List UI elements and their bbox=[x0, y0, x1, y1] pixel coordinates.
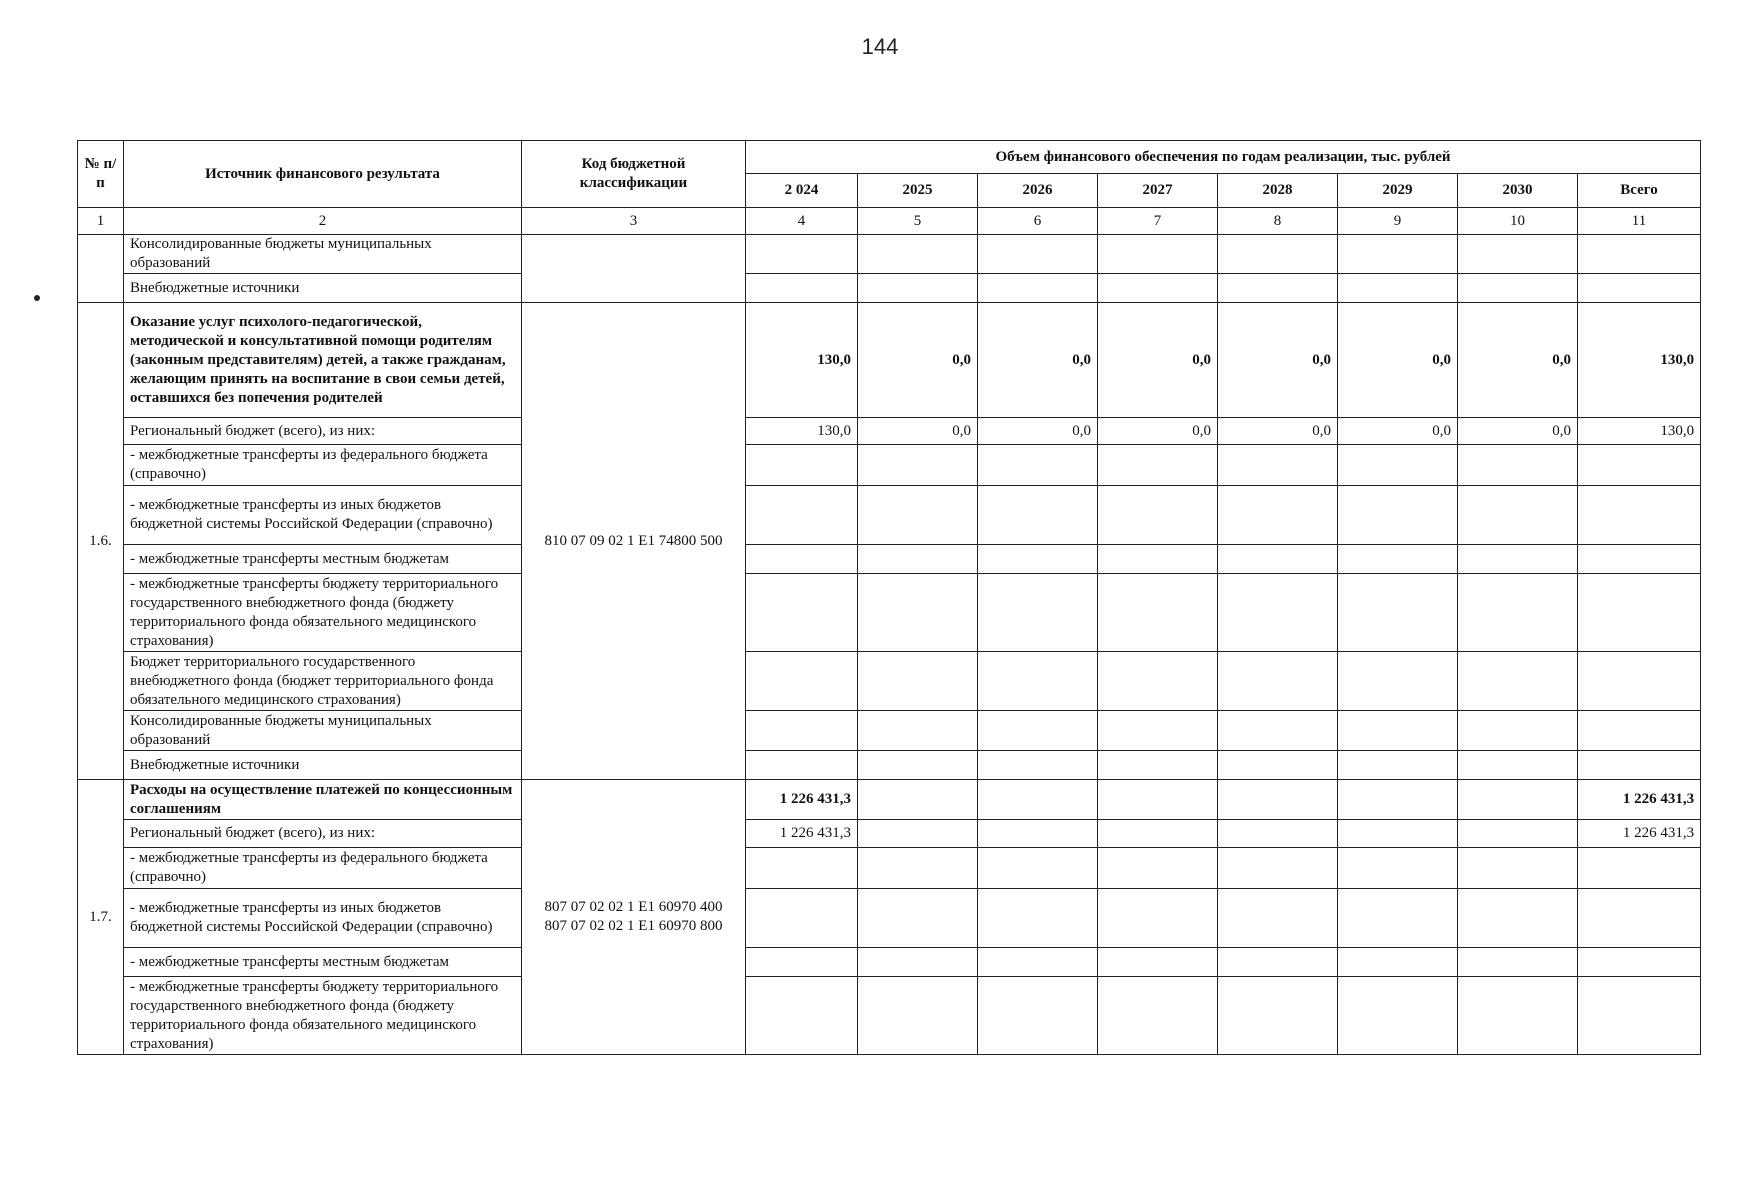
value-cell bbox=[1578, 545, 1701, 574]
value-cell bbox=[1578, 948, 1701, 977]
value-cell bbox=[1218, 948, 1338, 977]
budget-code-line: 807 07 02 02 1 Е1 60970 400 bbox=[544, 899, 723, 915]
source-cell: Внебюджетные источники bbox=[124, 274, 522, 303]
table-row bbox=[78, 977, 1701, 1055]
value-cell bbox=[1578, 751, 1701, 780]
value-cell bbox=[978, 545, 1098, 574]
value-cell bbox=[1218, 780, 1338, 820]
value-cell bbox=[1218, 751, 1338, 780]
value-cell bbox=[858, 574, 978, 652]
value-cell bbox=[858, 848, 978, 889]
value-cell bbox=[978, 235, 1098, 274]
source-cell: Консолидированные бюджеты муниципальных образований bbox=[124, 711, 522, 751]
value-cell bbox=[1338, 977, 1458, 1055]
header-year: 2026 bbox=[978, 174, 1098, 208]
value-cell bbox=[1578, 486, 1701, 545]
value-cell bbox=[1218, 445, 1338, 486]
table-row bbox=[78, 948, 1701, 977]
value-cell bbox=[978, 711, 1098, 751]
value-cell bbox=[858, 751, 978, 780]
source-cell: - межбюджетные трансферты местным бюджетам bbox=[124, 948, 522, 977]
header-year: 2 024 bbox=[746, 174, 858, 208]
value-cell bbox=[1098, 445, 1218, 486]
value-cell: 0,0 bbox=[1458, 418, 1578, 445]
value-cell: 0,0 bbox=[858, 418, 978, 445]
value-cell bbox=[1458, 977, 1578, 1055]
scan-artifact-dot bbox=[34, 295, 40, 301]
value-cell bbox=[1098, 848, 1218, 889]
value-cell bbox=[746, 751, 858, 780]
value-cell bbox=[1098, 274, 1218, 303]
value-cell bbox=[1338, 889, 1458, 948]
budget-code: 810 07 09 02 1 Е1 74800 500 bbox=[522, 303, 746, 780]
header-year: 2025 bbox=[858, 174, 978, 208]
value-cell bbox=[1458, 848, 1578, 889]
value-cell: 1 226 431,3 bbox=[1578, 820, 1701, 848]
value-cell bbox=[1578, 574, 1701, 652]
value-cell bbox=[1458, 486, 1578, 545]
value-cell bbox=[1458, 820, 1578, 848]
table-row bbox=[78, 274, 1701, 303]
value-cell: 130,0 bbox=[1578, 303, 1701, 418]
source-cell: - межбюджетные трансферты из федерального бюджета (справочно) bbox=[124, 848, 522, 889]
value-cell bbox=[858, 889, 978, 948]
source-cell: Оказание услуг психолого-педагогической, методической и консультативной помощи родителям (законным представителям) детей, а также гражданам, желающим принять на воспитание в свои семьи детей, оставшихся без попечения родителей bbox=[124, 303, 522, 418]
value-cell: 0,0 bbox=[1218, 418, 1338, 445]
value-cell bbox=[1338, 948, 1458, 977]
value-cell bbox=[1098, 751, 1218, 780]
budget-code bbox=[522, 780, 746, 1055]
value-cell bbox=[978, 889, 1098, 948]
column-number: 6 bbox=[978, 208, 1098, 235]
header-year: 2028 bbox=[1218, 174, 1338, 208]
value-cell bbox=[858, 820, 978, 848]
value-cell bbox=[1098, 574, 1218, 652]
value-cell bbox=[1218, 977, 1338, 1055]
source-cell: - межбюджетные трансферты из иных бюджетов бюджетной системы Российской Федерации (справочно) bbox=[124, 486, 522, 545]
value-cell bbox=[1458, 948, 1578, 977]
value-cell bbox=[978, 820, 1098, 848]
table-row bbox=[78, 303, 1701, 418]
value-cell: 0,0 bbox=[1338, 303, 1458, 418]
value-cell bbox=[858, 274, 978, 303]
value-cell bbox=[858, 652, 978, 711]
value-cell bbox=[1338, 445, 1458, 486]
value-cell bbox=[1098, 711, 1218, 751]
table-row bbox=[78, 235, 1701, 274]
value-cell bbox=[1578, 235, 1701, 274]
value-cell bbox=[858, 486, 978, 545]
source-cell: Внебюджетные источники bbox=[124, 751, 522, 780]
value-cell bbox=[858, 235, 978, 274]
value-cell bbox=[1458, 235, 1578, 274]
value-cell bbox=[1458, 751, 1578, 780]
header-total: Всего bbox=[1578, 174, 1701, 208]
value-cell bbox=[1338, 848, 1458, 889]
value-cell: 0,0 bbox=[858, 303, 978, 418]
value-cell bbox=[1218, 711, 1338, 751]
value-cell: 1 226 431,3 bbox=[1578, 780, 1701, 820]
value-cell bbox=[1218, 486, 1338, 545]
value-cell bbox=[1338, 711, 1458, 751]
column-number: 1 bbox=[78, 208, 124, 235]
value-cell bbox=[746, 274, 858, 303]
column-number: 4 bbox=[746, 208, 858, 235]
value-cell bbox=[858, 711, 978, 751]
column-number: 9 bbox=[1338, 208, 1458, 235]
source-cell: Региональный бюджет (всего), из них: bbox=[124, 418, 522, 445]
source-cell: - межбюджетные трансферты местным бюджетам bbox=[124, 545, 522, 574]
value-cell: 0,0 bbox=[978, 418, 1098, 445]
value-cell: 130,0 bbox=[746, 303, 858, 418]
value-cell bbox=[1098, 820, 1218, 848]
value-cell bbox=[1098, 948, 1218, 977]
header-volume: Объем финансового обеспечения по годам реализации, тыс. рублей bbox=[746, 141, 1701, 174]
value-cell bbox=[1578, 652, 1701, 711]
value-cell bbox=[858, 545, 978, 574]
value-cell bbox=[1098, 977, 1218, 1055]
value-cell: 1 226 431,3 bbox=[746, 820, 858, 848]
value-cell bbox=[746, 574, 858, 652]
table-row bbox=[78, 486, 1701, 545]
value-cell bbox=[858, 948, 978, 977]
value-cell bbox=[1218, 848, 1338, 889]
header-code: Код бюджетной классификации bbox=[522, 141, 746, 208]
value-cell bbox=[978, 652, 1098, 711]
column-number: 7 bbox=[1098, 208, 1218, 235]
value-cell: 130,0 bbox=[746, 418, 858, 445]
source-cell: Региональный бюджет (всего), из них: bbox=[124, 820, 522, 848]
value-cell bbox=[746, 652, 858, 711]
header-year: 2029 bbox=[1338, 174, 1458, 208]
value-cell bbox=[1218, 889, 1338, 948]
table-row bbox=[78, 848, 1701, 889]
source-cell: - межбюджетные трансферты бюджету территориального государственного внебюджетного фонда (бюджету территориального фонда обязательного медицинского страхования) bbox=[124, 977, 522, 1055]
value-cell: 1 226 431,3 bbox=[746, 780, 858, 820]
table-row bbox=[78, 418, 1701, 445]
value-cell bbox=[1338, 574, 1458, 652]
table-row bbox=[78, 751, 1701, 780]
code-cell-empty bbox=[522, 235, 746, 303]
source-cell: Бюджет территориального государственного внебюджетного фонда (бюджет территориального фонда обязательного медицинского страхования) bbox=[124, 652, 522, 711]
value-cell bbox=[1458, 545, 1578, 574]
value-cell: 0,0 bbox=[1458, 303, 1578, 418]
value-cell bbox=[978, 274, 1098, 303]
column-number: 10 bbox=[1458, 208, 1578, 235]
header-num: № п/п bbox=[78, 141, 124, 208]
table-row bbox=[78, 711, 1701, 751]
value-cell: 0,0 bbox=[1338, 418, 1458, 445]
source-cell: Консолидированные бюджеты муниципальных образований bbox=[124, 235, 522, 274]
value-cell bbox=[746, 977, 858, 1055]
row-number: 1.6. bbox=[78, 303, 124, 780]
value-cell bbox=[746, 948, 858, 977]
source-cell: Расходы на осуществление платежей по концессионным соглашениям bbox=[124, 780, 522, 820]
table-row bbox=[78, 445, 1701, 486]
value-cell: 130,0 bbox=[1578, 418, 1701, 445]
value-cell bbox=[978, 486, 1098, 545]
value-cell bbox=[1578, 977, 1701, 1055]
value-cell bbox=[1338, 780, 1458, 820]
value-cell bbox=[1578, 889, 1701, 948]
value-cell bbox=[1458, 574, 1578, 652]
value-cell bbox=[978, 780, 1098, 820]
value-cell bbox=[1098, 486, 1218, 545]
table-row bbox=[78, 889, 1701, 948]
value-cell bbox=[1458, 711, 1578, 751]
value-cell bbox=[1218, 574, 1338, 652]
value-cell bbox=[1098, 889, 1218, 948]
value-cell bbox=[1578, 711, 1701, 751]
row-number-empty bbox=[78, 235, 124, 303]
value-cell bbox=[1218, 652, 1338, 711]
table-row bbox=[78, 820, 1701, 848]
value-cell bbox=[1218, 545, 1338, 574]
value-cell bbox=[1458, 889, 1578, 948]
value-cell bbox=[1338, 652, 1458, 711]
column-number: 11 bbox=[1578, 208, 1701, 235]
header-source: Источник финансового результата bbox=[124, 141, 522, 208]
value-cell bbox=[1458, 780, 1578, 820]
budget-code-line: 807 07 02 02 1 Е1 60970 800 bbox=[544, 918, 723, 934]
value-cell bbox=[1458, 445, 1578, 486]
value-cell bbox=[978, 751, 1098, 780]
value-cell bbox=[1218, 820, 1338, 848]
value-cell: 0,0 bbox=[1098, 418, 1218, 445]
value-cell bbox=[746, 235, 858, 274]
header-year: 2027 bbox=[1098, 174, 1218, 208]
value-cell bbox=[1578, 848, 1701, 889]
table-row bbox=[78, 652, 1701, 711]
source-cell: - межбюджетные трансферты из иных бюджетов бюджетной системы Российской Федерации (справочно) bbox=[124, 889, 522, 948]
table-row bbox=[78, 545, 1701, 574]
page-number: 144 bbox=[861, 34, 899, 59]
header-year: 2030 bbox=[1458, 174, 1578, 208]
value-cell bbox=[1578, 274, 1701, 303]
value-cell bbox=[978, 948, 1098, 977]
value-cell bbox=[858, 977, 978, 1055]
value-cell bbox=[1098, 545, 1218, 574]
column-number: 3 bbox=[522, 208, 746, 235]
value-cell bbox=[858, 780, 978, 820]
value-cell bbox=[746, 445, 858, 486]
value-cell bbox=[1458, 274, 1578, 303]
value-cell bbox=[978, 977, 1098, 1055]
source-cell: - межбюджетные трансферты бюджету территориального государственного внебюджетного фонда (бюджету территориального фонда обязательного медицинского страхования) bbox=[124, 574, 522, 652]
source-cell: - межбюджетные трансферты из федерального бюджета (справочно) bbox=[124, 445, 522, 486]
column-number-row bbox=[78, 208, 1701, 235]
column-number: 2 bbox=[124, 208, 522, 235]
value-cell bbox=[978, 445, 1098, 486]
value-cell bbox=[746, 889, 858, 948]
value-cell bbox=[1098, 652, 1218, 711]
table-row bbox=[78, 574, 1701, 652]
value-cell bbox=[746, 711, 858, 751]
value-cell bbox=[978, 574, 1098, 652]
column-number: 5 bbox=[858, 208, 978, 235]
value-cell bbox=[1578, 445, 1701, 486]
table-row bbox=[78, 780, 1701, 820]
value-cell: 0,0 bbox=[1098, 303, 1218, 418]
value-cell bbox=[746, 545, 858, 574]
value-cell bbox=[1098, 780, 1218, 820]
value-cell bbox=[978, 848, 1098, 889]
value-cell bbox=[1338, 235, 1458, 274]
value-cell bbox=[1338, 820, 1458, 848]
value-cell bbox=[1218, 274, 1338, 303]
row-number: 1.7. bbox=[78, 780, 124, 1055]
value-cell bbox=[1338, 274, 1458, 303]
value-cell bbox=[746, 486, 858, 545]
value-cell bbox=[1458, 652, 1578, 711]
value-cell bbox=[746, 848, 858, 889]
value-cell bbox=[1338, 486, 1458, 545]
value-cell bbox=[1338, 545, 1458, 574]
column-number: 8 bbox=[1218, 208, 1338, 235]
value-cell bbox=[1098, 235, 1218, 274]
value-cell bbox=[1338, 751, 1458, 780]
value-cell: 0,0 bbox=[1218, 303, 1338, 418]
value-cell bbox=[1218, 235, 1338, 274]
financing-table bbox=[77, 140, 1701, 1055]
value-cell: 0,0 bbox=[978, 303, 1098, 418]
value-cell bbox=[858, 445, 978, 486]
